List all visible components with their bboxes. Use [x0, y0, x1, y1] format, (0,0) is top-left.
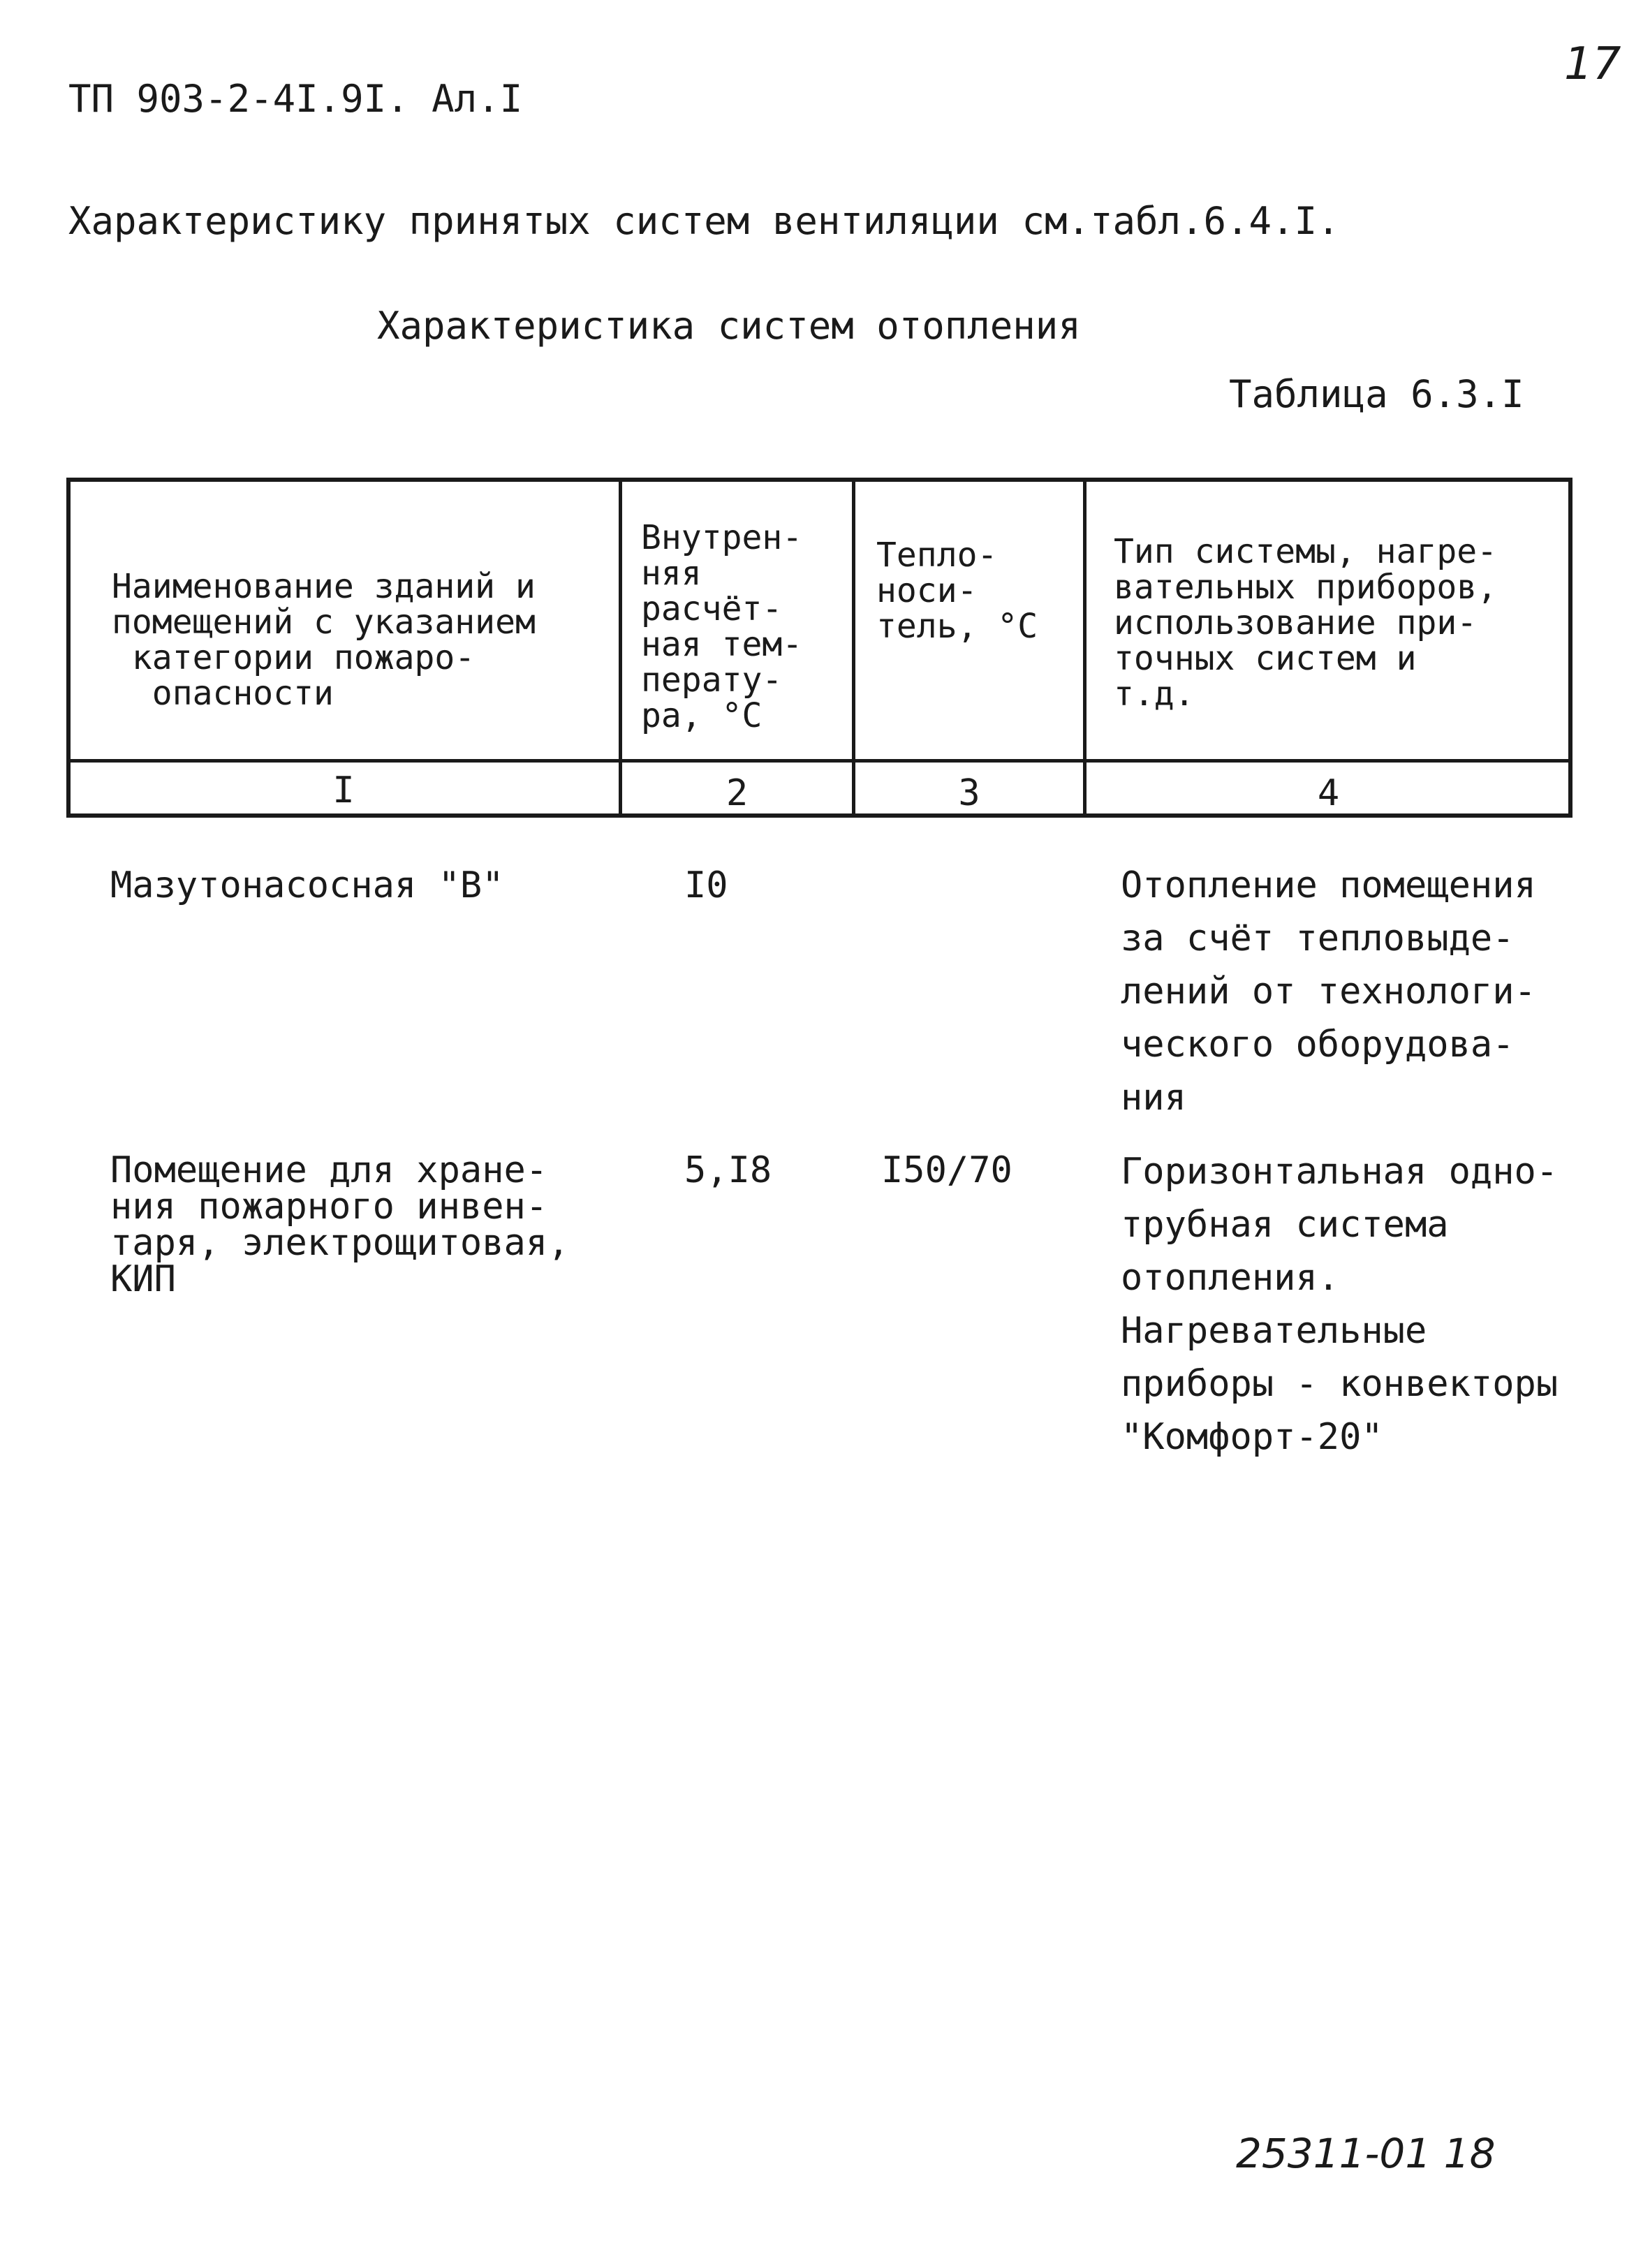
cell-line: за счёт тепловыде-: [1121, 918, 1515, 959]
table-row-1-temp: I0: [684, 864, 728, 906]
header-col-3: [876, 538, 1038, 645]
header-line: помещений с указанием: [112, 603, 536, 642]
header-line: ра, °С: [641, 696, 763, 735]
cell-line: "Комфорт-20": [1121, 1416, 1383, 1458]
cell-line: отопления.: [1121, 1257, 1340, 1299]
header-line: ная тем-: [641, 625, 803, 664]
header-line: Тип системы, нагре-: [1114, 532, 1498, 571]
column-number-1: I: [332, 770, 355, 811]
table-label: Таблица 6.3.I: [1229, 372, 1524, 416]
header-line: перату-: [641, 661, 783, 700]
header-line: расчёт-: [641, 589, 783, 628]
cell-line: ния пожарного инвен-: [110, 1186, 548, 1228]
column-number-3: 3: [958, 772, 980, 814]
column-divider-3: [1083, 482, 1087, 816]
table-row-1-system: [1121, 859, 1536, 1124]
table-title: Характеристика систем отопления: [377, 304, 1081, 348]
cell-line: ния: [1121, 1077, 1186, 1119]
header-line: Тепло-: [876, 536, 998, 575]
header-line: Наименование зданий и: [112, 567, 536, 606]
table-row-1-name: [110, 864, 504, 906]
cell-line: Горизонтальная одно-: [1121, 1151, 1559, 1193]
header-line: вательных приборов,: [1114, 568, 1498, 607]
header-line: опасности: [112, 674, 334, 713]
header-line: точных систем и: [1114, 639, 1417, 678]
cell-line: Помещение для хране-: [110, 1149, 548, 1191]
table-row-2-system: [1121, 1145, 1558, 1464]
column-divider-1: [619, 482, 622, 816]
header-line: т.д.: [1114, 675, 1195, 714]
page-number: 17: [1564, 38, 1621, 90]
cell-line: таря, электрощитовая,: [110, 1222, 570, 1264]
cell-line: Нагревательные: [1121, 1310, 1427, 1352]
document-code: ТП 903-2-4I.9I. Ал.I: [68, 77, 523, 121]
header-col-2: [641, 520, 802, 734]
footer-code: 25311-01 18: [1236, 2130, 1496, 2177]
table-row-2-name: [110, 1149, 570, 1300]
header-line: Внутрен-: [641, 518, 803, 557]
header-line: использование при-: [1114, 603, 1478, 642]
header-line: няя: [641, 554, 702, 593]
column-divider-2: [852, 482, 855, 816]
cell-line: ческого оборудова-: [1121, 1024, 1515, 1066]
table-row-2-temp: 5,I8: [684, 1149, 772, 1191]
cell-line: Отопление помещения: [1121, 864, 1536, 906]
cell-line: КИП: [110, 1258, 176, 1300]
header-line: категории пожаро-: [112, 638, 476, 677]
table-row-2-carrier: I50/70: [881, 1149, 1012, 1191]
cell-line: лений от технологи-: [1121, 971, 1536, 1012]
intro-text: Характеристику принятых систем вентиляции см.табл.6.4.I.: [68, 199, 1340, 243]
column-number-4: 4: [1317, 772, 1340, 814]
header-col-1: [112, 569, 536, 712]
header-col-4: [1114, 534, 1497, 712]
header-divider: [68, 759, 1570, 763]
column-number-2: 2: [725, 772, 749, 814]
cell-line: трубная система: [1121, 1204, 1449, 1246]
cell-line: Мазутонасосная "В": [110, 864, 504, 906]
header-line: тель, °С: [876, 607, 1038, 646]
header-line: носи-: [876, 571, 978, 610]
cell-line: приборы - конвекторы: [1121, 1363, 1559, 1405]
